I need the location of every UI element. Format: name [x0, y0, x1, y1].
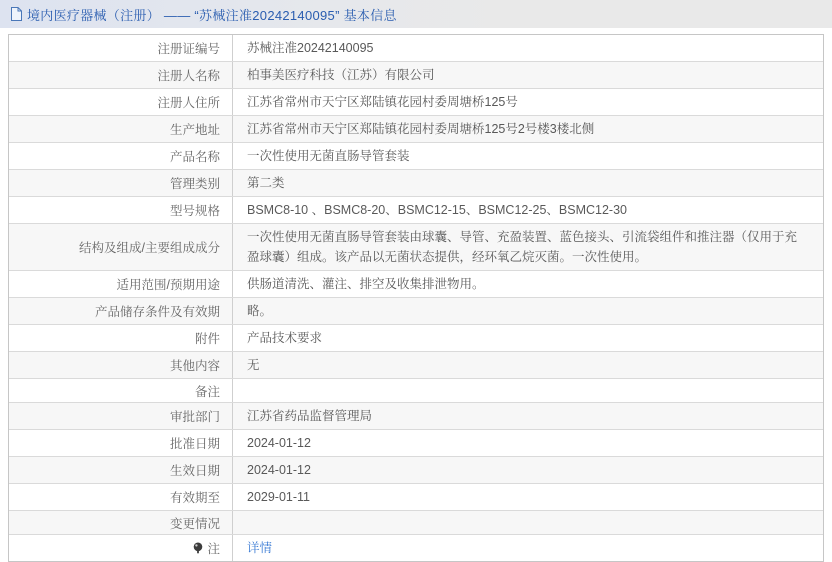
row-value: [233, 457, 823, 483]
row-value: [233, 325, 823, 351]
row-value: [233, 143, 823, 169]
row-label-text: 备注: [194, 384, 220, 399]
row-value-text: 江苏省药品监督管理局: [247, 409, 373, 423]
row-value: [233, 484, 823, 510]
row-label-text: 注册人名称: [157, 69, 220, 83]
row-value-text: 柏事美医疗科技（江苏）有限公司: [247, 68, 435, 82]
table-row: [9, 379, 823, 403]
table-row: [9, 457, 823, 484]
row-value-text: BSMC8-10 、BSMC8-20、BSMC12-15、BSMC12-25、BSMC12-30: [247, 203, 627, 217]
table-row: [9, 430, 823, 457]
row-value: [233, 379, 823, 402]
table-row: [9, 511, 823, 535]
table-row: [9, 403, 823, 430]
row-label: [9, 457, 233, 483]
row-label: [9, 430, 233, 456]
row-value-text: 苏械注准20242140095: [247, 41, 374, 55]
row-label-text: 批准日期: [169, 437, 220, 451]
document-icon: [10, 7, 22, 21]
row-value-text: 2024-01-12: [247, 463, 311, 477]
row-label-text: 注册人住所: [157, 96, 220, 110]
row-value: [233, 271, 823, 297]
table-row: [9, 116, 823, 143]
row-value: [233, 224, 823, 270]
row-label: [9, 170, 233, 196]
row-label: [9, 35, 233, 61]
table-row: [9, 352, 823, 379]
row-value-text: 第二类: [247, 176, 285, 190]
row-label: [9, 403, 233, 429]
table-row: [9, 35, 823, 62]
row-label: [9, 535, 233, 561]
row-label-text: 适用范围/预期用途: [116, 278, 220, 292]
row-label-text: 注: [207, 542, 220, 556]
table-row: [9, 143, 823, 170]
table-row: [9, 535, 823, 561]
row-label: [9, 271, 233, 297]
row-label-text: 产品储存条件及有效期: [94, 305, 220, 319]
row-value-text: 江苏省常州市天宁区郑陆镇花园村委周塘桥125号: [247, 95, 518, 109]
note-icon: [193, 542, 203, 554]
row-value: [233, 62, 823, 88]
row-value-text: 一次性使用无菌直肠导管套装由球囊、导管、充盈装置、蓝色接头、引流袋组件和推注器（仅用于充盈球囊）组成。该产品以无菌状态提供，经环氧乙烷灭菌。一次性使用。: [247, 230, 798, 264]
row-label-text: 生效日期: [169, 464, 220, 478]
row-label: [9, 116, 233, 142]
row-label-text: 产品名称: [169, 150, 220, 164]
table-row: [9, 62, 823, 89]
row-value: [233, 352, 823, 378]
row-value: [233, 116, 823, 142]
detail-link[interactable]: 详情: [247, 541, 273, 555]
row-label: [9, 224, 233, 270]
row-value-text: 无: [247, 358, 260, 372]
row-value: [233, 430, 823, 456]
row-value-text: 产品技术要求: [247, 331, 323, 345]
table-row: [9, 325, 823, 352]
row-value: [233, 170, 823, 196]
page-title: 境内医疗器械（注册） —— “苏械注准20242140095” 基本信息: [27, 7, 397, 23]
row-label-text: 型号规格: [169, 204, 220, 218]
row-value: [233, 298, 823, 324]
row-value: [233, 511, 823, 534]
registration-info-table: [8, 34, 824, 562]
row-label-text: 审批部门: [169, 410, 220, 424]
row-label-text: 结构及组成/主要组成成分: [79, 241, 220, 255]
row-value: [233, 197, 823, 223]
row-value-text: 供肠道清洗、灌注、排空及收集排泄物用。: [247, 277, 485, 291]
row-label: [9, 197, 233, 223]
table-row: [9, 224, 823, 271]
row-label-text: 附件: [194, 332, 220, 346]
row-label-text: 管理类别: [169, 177, 220, 191]
row-value: [233, 403, 823, 429]
row-label: [9, 352, 233, 378]
row-label: [9, 62, 233, 88]
page-title-bar: [0, 0, 832, 28]
row-label: [9, 325, 233, 351]
row-value-text: 2029-01-11: [247, 490, 311, 504]
row-label-text: 变更情况: [169, 516, 220, 531]
row-value-text: 略。: [247, 304, 273, 318]
table-row: [9, 298, 823, 325]
row-value-text: 一次性使用无菌直肠导管套装: [247, 149, 410, 163]
row-label: [9, 511, 233, 534]
row-value: [233, 89, 823, 115]
row-label: [9, 298, 233, 324]
row-label-text: 其他内容: [169, 359, 220, 373]
table-row: [9, 484, 823, 511]
row-value-text: 江苏省常州市天宁区郑陆镇花园村委周塘桥125号2号楼3楼北侧: [247, 122, 595, 136]
row-label: [9, 484, 233, 510]
table-row: [9, 197, 823, 224]
row-label-text: 生产地址: [169, 123, 220, 137]
row-label-text: 有效期至: [169, 491, 220, 505]
row-label: [9, 143, 233, 169]
row-label-text: 注册证编号: [157, 42, 220, 56]
row-value: [233, 35, 823, 61]
row-label: [9, 89, 233, 115]
row-value: [233, 535, 823, 561]
row-value-text: 2024-01-12: [247, 436, 311, 450]
table-row: [9, 170, 823, 197]
row-label: [9, 379, 233, 402]
table-row: [9, 89, 823, 116]
table-row: [9, 271, 823, 298]
